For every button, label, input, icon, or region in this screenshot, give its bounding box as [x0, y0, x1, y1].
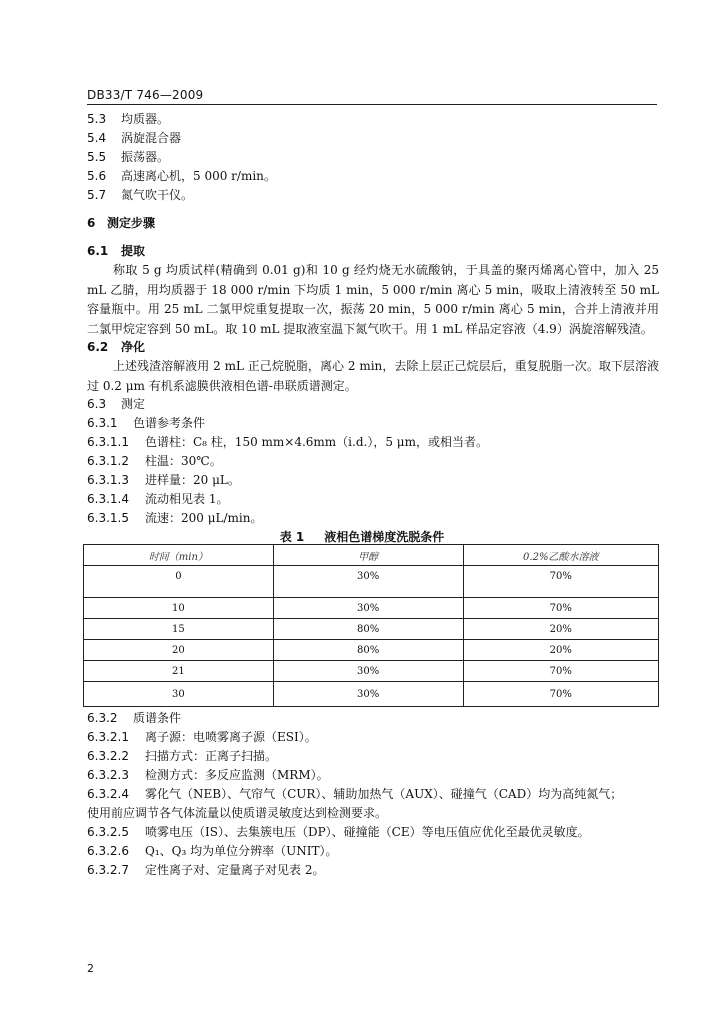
condition-item: 6.3.2.5 喷雾电压（IS）、去集簇电压（DP）、碰撞能（CE）等电压值应优化至最优灵敏度。: [87, 825, 590, 839]
page-number: 2: [87, 962, 94, 975]
section-heading: 6 测定步骤: [87, 216, 156, 230]
table-cell: 30%: [273, 661, 463, 682]
condition-item-continuation: 使用前应调节各气体流量以使质谱灵敏度达到检测要求。: [87, 806, 388, 820]
condition-item: 6.3.2.3 检测方式：多反应监测（MRM）。: [87, 768, 329, 782]
condition-item: 6.3.1.4 流动相见表 1。: [87, 492, 229, 506]
table-header-cell: 甲醇: [273, 545, 463, 566]
table-cell: 21: [84, 661, 274, 682]
table-header-cell: 时间（min）: [84, 545, 274, 566]
apparatus-item: 5.7 氮气吹干仪。: [87, 188, 194, 202]
condition-item: 6.3.1.3 进样量：20 μL。: [87, 473, 240, 487]
table-row: [84, 566, 659, 587]
table-header-cell: 0.2%乙酸水溶液: [463, 545, 659, 566]
table-header-row: [84, 545, 659, 566]
apparatus-item: 5.4 涡旋混合器: [87, 131, 182, 145]
subsection-heading: 6.3.2 质谱条件: [87, 711, 182, 725]
table-cell: 20%: [463, 640, 659, 661]
table-cell: 30%: [273, 598, 463, 619]
header-rule: [87, 104, 657, 105]
table-cell: 70%: [463, 598, 659, 619]
table-row: [84, 682, 659, 707]
condition-item: 6.3.1.1 色谱柱：C₈ 柱，150 mm×4.6mm（i.d.），5 μm，或相当者。: [87, 435, 488, 449]
table-cell: 80%: [273, 640, 463, 661]
table-row: [84, 640, 659, 661]
table-cell: 20%: [463, 619, 659, 640]
table-cell: 20: [84, 640, 274, 661]
condition-item: 6.3.2.6 Q₁、Q₃ 均为单位分辨率（UNIT）。: [87, 844, 338, 858]
table-cell: 70%: [463, 566, 659, 587]
condition-item: 6.3.1.2 柱温：30℃。: [87, 454, 222, 468]
table-cell: 70%: [463, 682, 659, 707]
condition-item: 6.3.2.2 扫描方式：正离子扫描。: [87, 749, 278, 763]
condition-item: 6.3.2.7 定性离子对、定量离子对见表 2。: [87, 863, 325, 877]
table-row: [84, 598, 659, 619]
condition-item: 6.3.1.5 流速：200 μL/min。: [87, 511, 263, 525]
table-row: [84, 619, 659, 640]
subsection-heading: 6.3.1 色谱参考条件: [87, 416, 206, 430]
table-cell: 30: [84, 682, 274, 707]
table-row: [84, 661, 659, 682]
table-cell: 30%: [273, 566, 463, 587]
subsection-heading: 6.2 净化: [87, 340, 146, 354]
doc-id-header: DB33/T 746—2009: [87, 88, 204, 102]
paragraph-extraction: 称取 5 g 均质试样(精确到 0.01 g)和 10 g 经灼烧无水硫酸钠，于具盖的聚丙烯离心管中，加入 25 mL 乙腈，用均质器于 18 000 r/min 下均质 1 min，5 000 r/min 离心 5 min，吸取上清液转至 50 mL 容量瓶中。用 25 mL 二氯甲烷重复提取一次，振荡 20 min，5 000 r/min 离心 5 min，合并上清液并用二氯甲烷定容到 50 mL。取 10 mL 提取液室温下氮气吹干。用 1 mL 样品定容液（4.9）涡旋溶解残渣。: [87, 263, 659, 336]
apparatus-item: 5.6 高速离心机，5 000 r/min。: [87, 169, 276, 183]
condition-item: 6.3.2.1 离子源：电喷雾离子源（ESI）。: [87, 730, 317, 744]
gradient-table: [83, 544, 659, 707]
table-caption: 表 1 液相色谱梯度洗脱条件: [279, 530, 445, 544]
table-cell: 70%: [463, 661, 659, 682]
table-cell: 15: [84, 619, 274, 640]
condition-item: 6.3.2.4 雾化气（NEB）、气帘气（CUR）、辅助加热气（AUX）、碰撞气（CAD）均为高纯氮气；: [87, 787, 623, 801]
subsection-heading: 6.1 提取: [87, 244, 146, 258]
table-cell: 30%: [273, 682, 463, 707]
table-cell: 0: [84, 566, 274, 587]
subsection-heading: 6.3 测定: [87, 397, 146, 411]
table-cell: 10: [84, 598, 274, 619]
table-spacer-row: [84, 586, 659, 598]
apparatus-item: 5.5 振荡器。: [87, 150, 170, 164]
table-cell: 80%: [273, 619, 463, 640]
apparatus-item: 5.3 均质器。: [87, 112, 170, 126]
paragraph-cleanup: 上述残渣溶解液用 2 mL 正己烷脱脂，离心 2 min，去除上层正己烷层后，重复脱脂一次。取下层溶液过 0.2 μm 有机系滤膜供液相色谱-串联质谱测定。: [87, 359, 659, 393]
